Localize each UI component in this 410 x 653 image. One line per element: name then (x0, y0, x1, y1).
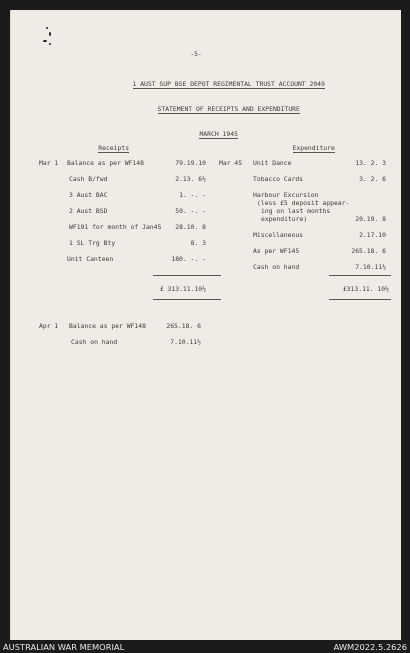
receipts-total-rule-top (153, 275, 221, 276)
document-subtitle (111, 99, 331, 120)
expenditure-amount: 265.18. 6 (351, 247, 386, 255)
expenditure-desc: Miscellaneous (253, 231, 304, 239)
receipt-amount: 180. -. - (171, 255, 206, 263)
expenditure-desc: Harbour Excursion (253, 191, 319, 199)
receipt-desc: 3 Aust BAC (69, 191, 108, 199)
april-amount: 7.10.11½ (170, 338, 201, 346)
april-desc: Cash on hand (71, 338, 118, 346)
receipt-desc: 2 Aust BSD (69, 207, 108, 215)
expenditure-desc: Cash on hand (253, 263, 300, 271)
document-title (111, 74, 331, 95)
receipts-total-rule-bottom (153, 299, 221, 300)
expenditure-desc: Tobacco Cards (253, 175, 304, 183)
receipts-heading-text: Receipts (98, 144, 130, 152)
footer-source: AUSTRALIAN WAR MEMORIAL (3, 642, 125, 652)
expenditure-heading (276, 138, 336, 159)
expenditure-amount: 7.10.11½ (355, 263, 386, 271)
statement-month (161, 124, 261, 145)
receipt-desc: 1 SL Trg Bty (69, 239, 116, 247)
april-amount: 265.18. 6 (166, 322, 201, 330)
expenditure-total-rule-top (329, 275, 391, 276)
expenditure-total-rule-bottom (329, 299, 391, 300)
expenditure-desc: expenditure) (261, 215, 308, 223)
april-desc: Balance as per WF148 (69, 322, 146, 330)
expenditure-desc: ing on last months (261, 207, 331, 215)
footer-accession-number: AWM2022.5.2626 (333, 642, 407, 652)
expenditure-date: Mar 45 (219, 159, 243, 167)
expenditure-amount: 13. 2. 3 (355, 159, 386, 167)
expenditure-desc: (less £5 deposit appear- (257, 199, 350, 207)
receipt-date: Mar 1 (39, 159, 59, 167)
receipt-desc: Unit Canteen (67, 255, 114, 263)
expenditure-total: £313.11. 10½ (342, 285, 389, 293)
receipts-heading (81, 138, 131, 159)
receipt-amount: 2.13. 6½ (175, 175, 206, 183)
receipt-desc: Balance as per WF148 (67, 159, 144, 167)
receipts-total: £ 313.11.10½ (159, 285, 206, 293)
ink-mark (43, 40, 47, 42)
receipt-desc: Cash B/fwd (69, 175, 108, 183)
document-page (10, 10, 401, 640)
receipt-amount: 28.10. 8 (175, 223, 206, 231)
expenditure-amount: 2.17.10 (359, 231, 386, 239)
receipt-amount: 50. -. - (175, 207, 206, 215)
document-subtitle-text: STATEMENT OF RECEIPTS AND EXPENDITURE (157, 105, 300, 113)
receipt-amount: 8. 3 (190, 239, 206, 247)
expenditure-heading-text: Expenditure (292, 144, 335, 152)
receipt-amount: 79.19.10 (175, 159, 206, 167)
ink-mark (49, 43, 51, 45)
receipt-amount: 1. -. - (179, 191, 206, 199)
expenditure-amount: 20.19. 8 (355, 215, 386, 223)
expenditure-amount: 3. 2. 6 (359, 175, 386, 183)
ink-mark (46, 27, 48, 29)
expenditure-desc: As per WF145 (253, 247, 300, 255)
april-date: Apr 1 (39, 322, 59, 330)
statement-month-text: MARCH 1945 (199, 130, 238, 138)
receipt-desc: WF191 for month of Jan45 (69, 223, 162, 231)
expenditure-desc: Unit Dance (253, 159, 292, 167)
ink-mark (49, 32, 51, 36)
document-title-text: 1 AUST SUP BSE DEPOT REGIMENTAL TRUST ACCOUNT 2049 (132, 80, 325, 88)
page-number: -5- (190, 50, 202, 58)
